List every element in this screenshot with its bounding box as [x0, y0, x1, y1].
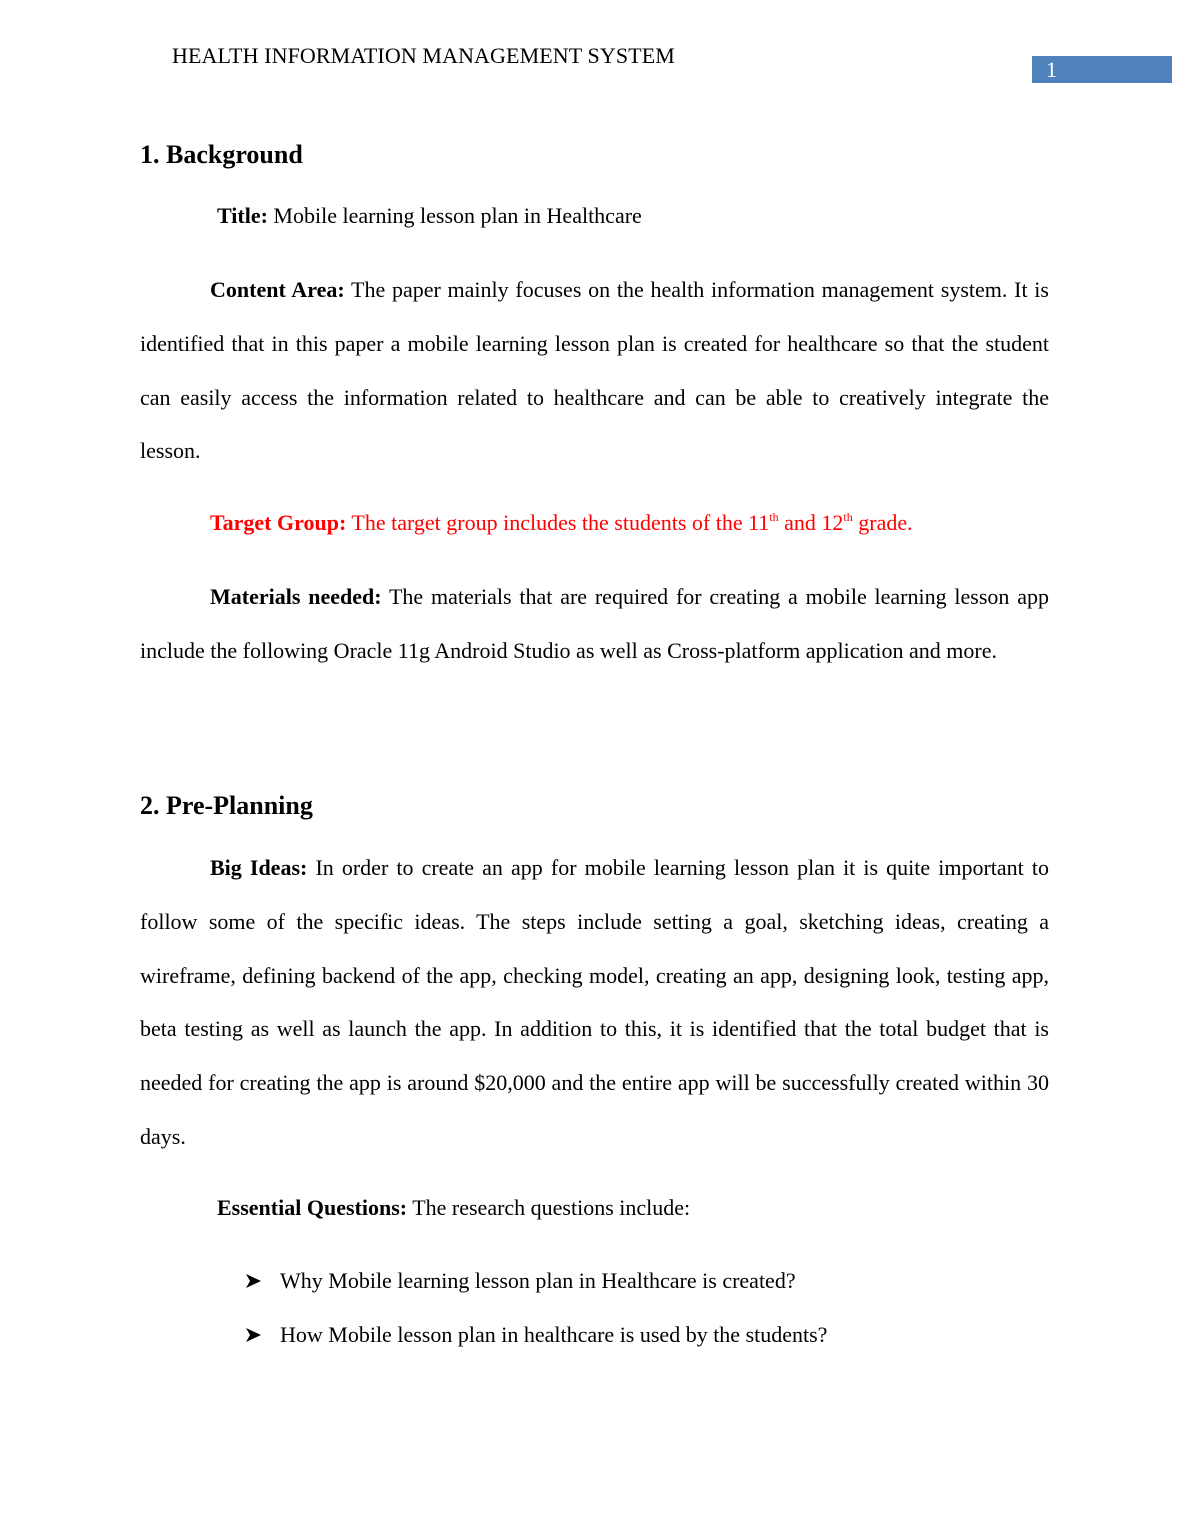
target-group-label: Target Group:	[210, 510, 347, 535]
big-ideas-text: In order to create an app for mobile learning lesson plan it is quite important to follow some of the specific ideas. The steps include setting a goal, sketching ideas, creating a wireframe, defining backend of the app, checking model, creating an app, designing look, testing app, beta testing as well as launch the app. In addition to this, it is identified that the total budget that is needed for creating the app is around $20,000 and the entire app will be successfully created within 30 days.	[140, 855, 1049, 1149]
target-group-sup-1: th	[769, 510, 779, 524]
materials-label: Materials needed:	[210, 584, 382, 609]
list-item-text: Why Mobile learning lesson plan in Healthcare is created?	[280, 1268, 796, 1293]
big-ideas-label: Big Ideas:	[210, 855, 308, 880]
page-number-box	[1032, 56, 1172, 83]
target-group-text: The target group includes the students of the 11	[346, 510, 770, 535]
content-area-paragraph	[140, 263, 1049, 478]
section-heading-preplanning: 2. Pre-Planning	[140, 791, 313, 820]
arrow-bullet-icon	[245, 1266, 263, 1296]
title-text: Mobile learning lesson plan in Healthcare	[267, 203, 642, 228]
section-heading-background: 1. Background	[140, 140, 303, 169]
target-group-line	[210, 508, 913, 538]
list-item-text: How Mobile lesson plan in healthcare is used by the students?	[280, 1322, 828, 1347]
running-head: HEALTH INFORMATION MANAGEMENT SYSTEM	[172, 43, 675, 68]
target-group-text-2: and 12	[778, 510, 844, 535]
content-area-text: The paper mainly focuses on the health information management system. It is identified that in this paper a mobile learning lesson plan is created for healthcare so that the student can easily access the information related to healthcare and can be able to creatively integrate the lesson.	[140, 277, 1049, 464]
title-label: Title:	[217, 203, 268, 228]
materials-text: The materials that are required for creating a mobile learning lesson app include the following Oracle 11g Android Studio as well as Cross-platform application and more.	[140, 584, 1049, 663]
title-line	[217, 201, 642, 231]
arrow-bullet-icon	[245, 1320, 263, 1350]
content-area-label: Content Area:	[210, 277, 345, 302]
essential-questions-label: Essential Questions:	[217, 1195, 408, 1220]
target-group-text-3: grade.	[852, 510, 913, 535]
target-group-sup-2: th	[843, 510, 853, 524]
page-number: 1	[1046, 57, 1057, 82]
essential-questions-text: The research questions include:	[407, 1195, 691, 1220]
materials-paragraph	[140, 570, 1049, 678]
big-ideas-paragraph	[140, 841, 1049, 1164]
essential-questions-line	[217, 1193, 690, 1223]
